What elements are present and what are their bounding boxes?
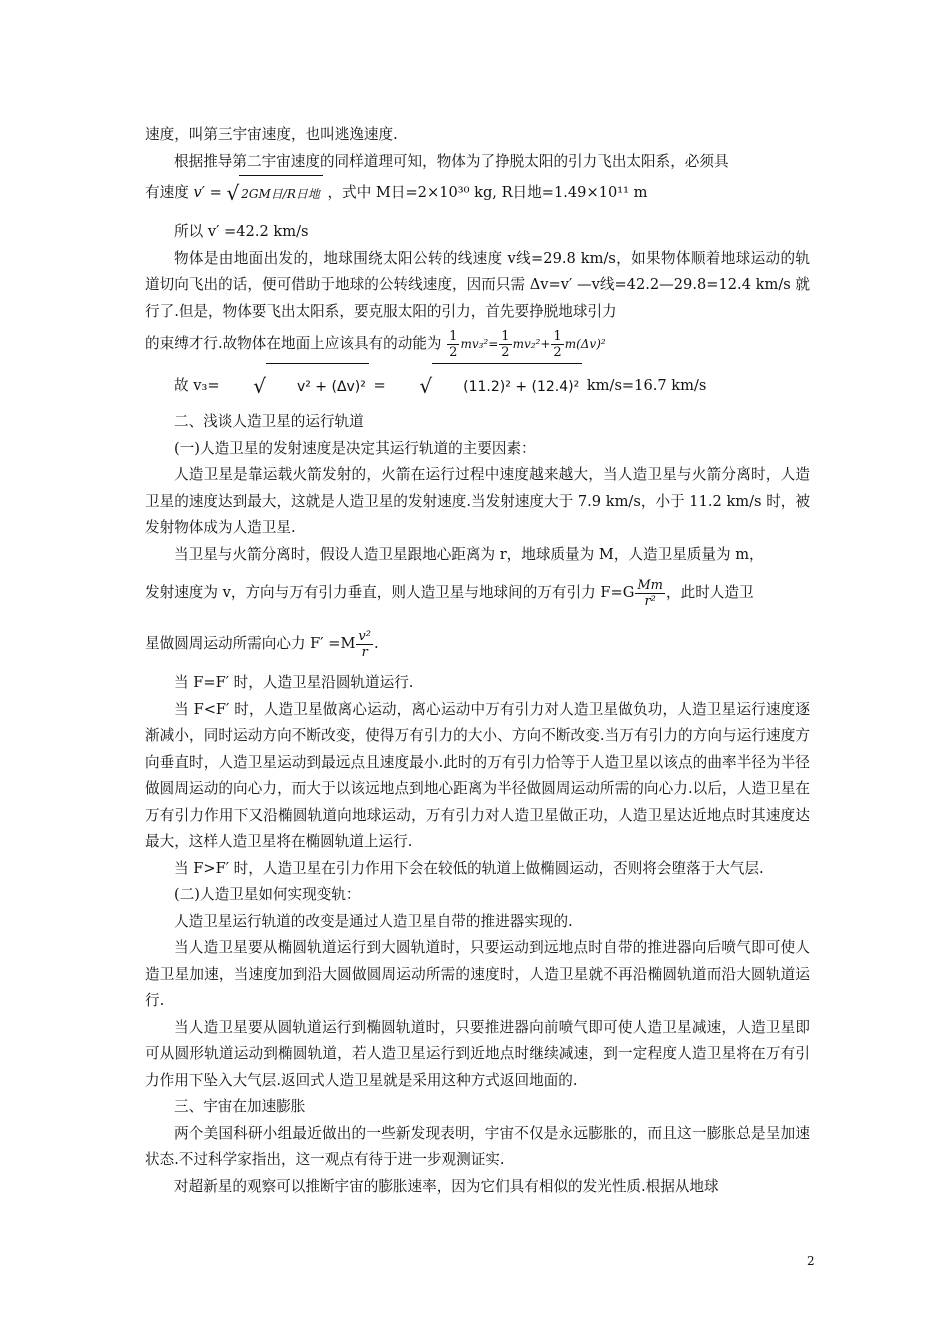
denominator: 2 <box>553 344 562 360</box>
text: 星做圆周运动所需向心力 F′ =M <box>145 635 356 652</box>
paragraph: 当 F<F′ 时，人造卫星做离心运动，离心运动中万有引力对人造卫星做负功，人造卫星运行速度逐渐减小，同时运动方向不断改变，使得万有引力的大小、方向不断改变.当万有引力的方向与运行速度方向垂直时，人造卫星运动到最远点且速度最小.此时的万有引力恰等于人造卫星以该点的曲率半径为半径做圆周运动的向心力，而大于以该远地点到地心距离为半径做圆周运动所需的向心力.以后，人造卫星在万有引力作用下又沿椭圆轨道向地球运动，万有引力对人造卫星做正功，人造卫星达近地点时其速度达最大，这样人造卫星将在椭圆轨道上运行. <box>145 700 810 850</box>
paragraph: 当 F>F′ 时，人造卫星在引力作用下会在较低的轨道上做椭圆运动，否则将会堕落于大气层. <box>174 859 764 877</box>
denominator: r² <box>644 593 656 609</box>
square-root: √ (11.2)² + (12.4)² <box>390 363 582 409</box>
numerator: Mm <box>637 577 663 593</box>
square-root: √ 2GM日/R日地 <box>227 175 323 211</box>
fraction <box>499 329 511 360</box>
fraction <box>551 329 563 360</box>
sub-heading: (一)人造卫星的发射速度是决定其运行轨道的主要因素： <box>174 439 536 457</box>
paragraph: 人造卫星是靠运载火箭发射的，火箭在运行过程中速度越来越大，当人造卫星与火箭分离时，人造卫星的速度达到最大，这就是人造卫星的发射速度.当发射速度大于 7.9 km/s，小于 11.2 km/s 时，被发射物体成为人造卫星. <box>145 466 810 536</box>
paragraph: 当人造卫星要从椭圆轨道运行到大圆轨道时，只要运动到远地点时自带的推进器向后喷气即可使人造卫星加速，当速度加到沿大圆做圆周运动所需的速度时，人造卫星就不再沿椭圆轨道而沿大圆轨道运行. <box>145 939 810 1009</box>
paragraph: 物体是由地面出发的，地球围绕太阳公转的线速度 v线=29.8 km/s，如果物体顺着地球运动的轨道切向飞出的话，便可借助于地球的公转线速度，因而只需 Δv=v′ —v线=42.2—29.8=12.4 km/s 就行了.但是，物体要飞出太阳系，要克服太阳的引力，首先要挣脱地球引力 <box>145 249 810 320</box>
fraction <box>635 578 665 609</box>
square-root: √ v² + (Δv)² <box>224 363 369 409</box>
section-heading: 三、宇宙在加速膨胀 <box>174 1098 306 1115</box>
paragraph: 速度，叫第三宇宙速度，也叫逃逸速度. <box>145 126 398 143</box>
text: km/s=16.7 km/s <box>586 377 707 394</box>
equation-line <box>145 618 810 670</box>
numerator: 1 <box>501 328 510 344</box>
equation-line <box>145 325 810 363</box>
paragraph: 根据推导第二宇宙速度的同样道理可知，物体为了挣脱太阳的引力飞出太阳系，必须具 <box>174 152 729 170</box>
text: ，式中 M日=2×10³⁰ kg, R日地=1.49×10¹¹ m <box>327 184 648 201</box>
fraction <box>447 329 459 360</box>
math-term: mv₂²+ <box>512 337 551 351</box>
equation-line <box>145 568 810 618</box>
text: . <box>373 635 379 652</box>
math-term: mv₃²= <box>460 337 499 351</box>
denominator: 2 <box>449 344 458 360</box>
sub-heading: (二)人造卫星如何实现变轨： <box>174 886 361 903</box>
section-heading: 二、浅谈人造卫星的运行轨道 <box>174 413 364 430</box>
numerator: 1 <box>553 328 562 344</box>
page-number: 2 <box>807 1254 815 1268</box>
equation-line <box>145 175 810 211</box>
denominator: 2 <box>501 344 510 360</box>
paragraph: 两个美国科研小组最近做出的一些新发现表明，宇宙不仅是永远膨胀的，而且这一膨胀总是呈加速状态.不过科学家指出，这一观点有待于进一步观测证实. <box>145 1124 810 1168</box>
text: = <box>373 377 391 394</box>
denominator: r <box>361 644 368 660</box>
document-body <box>145 122 810 1200</box>
text: 有速度 <box>145 184 189 201</box>
paragraph: 人造卫星运行轨道的改变是通过人造卫星自带的推进器实现的. <box>174 912 573 930</box>
equation-line <box>145 363 810 409</box>
paragraph: 当 F=F′ 时，人造卫星沿圆轨道运行. <box>174 674 414 691</box>
text: 发射速度为 v，方向与万有引力垂直，则人造卫星与地球间的万有引力 F=G <box>145 584 635 601</box>
paragraph: 所以 v′ =42.2 km/s <box>174 223 309 240</box>
paragraph: 当人造卫星要从圆轨道运行到椭圆轨道时，只要推进器向前喷气即可使人造卫星减速，人造卫星即可从圆形轨道运动到椭圆轨道，若人造卫星运行到近地点时继续减速，到一定程度人造卫星将在万有引力作用下坠入大气层.返回式人造卫星就是采用这种方式返回地面的. <box>145 1018 810 1089</box>
radicand: v² + (Δv)² <box>266 363 369 409</box>
numerator: 1 <box>449 328 458 344</box>
fraction <box>356 629 373 660</box>
text: 故 v₃= <box>174 377 220 394</box>
math-var: v′ = <box>193 184 222 201</box>
math-term: m(Δv)² <box>564 337 606 351</box>
text: 的束缚才行.故物体在地面上应该具有的动能为 <box>145 335 442 352</box>
paragraph: 对超新星的观察可以推断宇宙的膨胀速率，因为它们具有相似的发光性质.根据从地球 <box>174 1177 719 1195</box>
numerator: v² <box>358 628 371 644</box>
radicand: 2GM日/R日地 <box>239 175 323 211</box>
text: ，此时人造卫 <box>666 584 754 601</box>
paragraph: 当卫星与火箭分离时，假设人造卫星跟地心距离为 r，地球质量为 M，人造卫星质量为 m， <box>174 545 764 563</box>
radicand: (11.2)² + (12.4)² <box>432 363 582 409</box>
